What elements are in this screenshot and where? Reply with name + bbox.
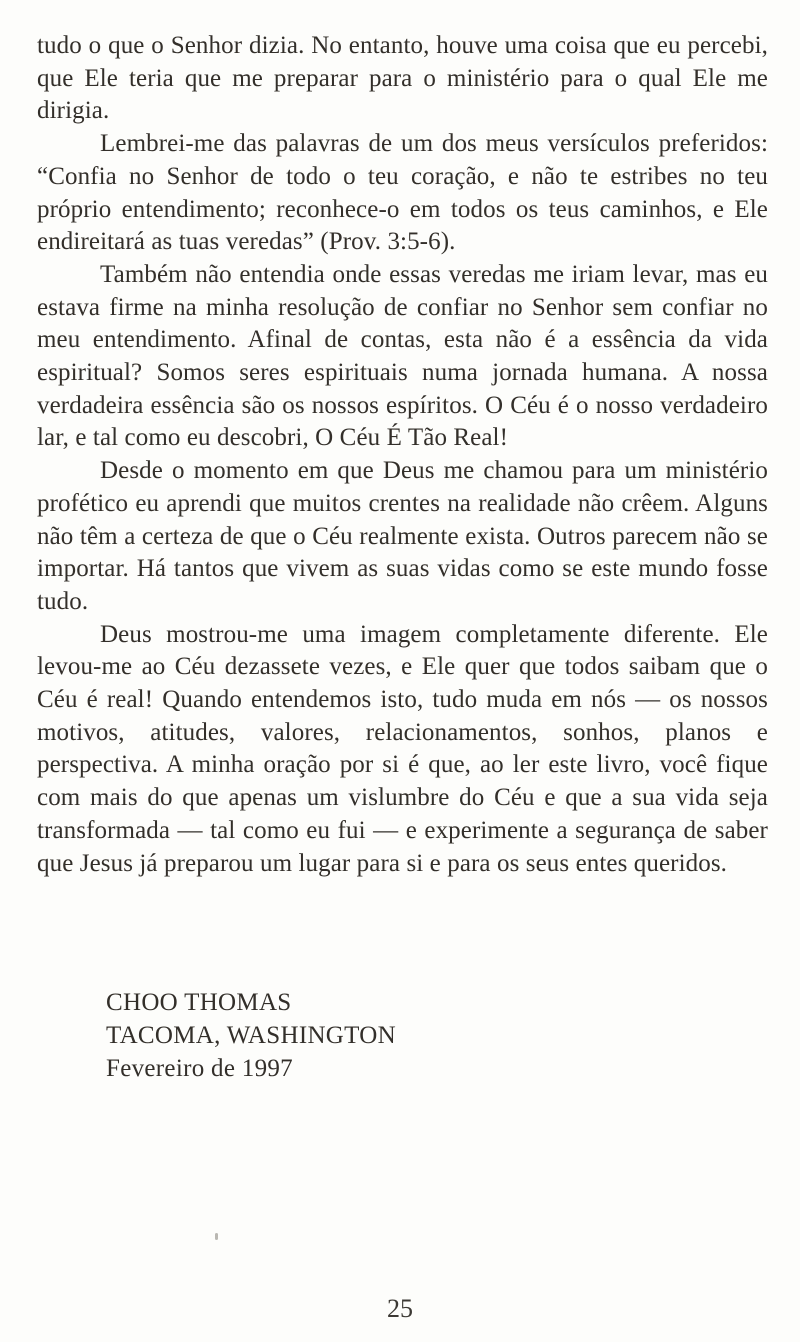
body-text-block [37, 30, 768, 880]
scan-artifact-speck [215, 1233, 218, 1240]
signature-block [106, 986, 396, 1085]
paragraph: Lembrei-me das palavras de um dos meus versículos preferidos: “Confia no Senhor de todo o teu coração, e não te estribes no teu próprio entendimento; reconhece-o em todos os teus caminhos, e Ele endireitará as tuas veredas” (Prov. 3:5-6). [37, 130, 768, 256]
paragraph-continuation: tudo o que o Senhor dizia. No entanto, houve uma coisa que eu percebi, que Ele teria que me preparar para o ministério para o qual Ele me dirigia. [37, 32, 768, 125]
signature-author: CHOO THOMAS [106, 989, 292, 1016]
page-number: 25 [387, 1294, 413, 1323]
paragraph: Também não entendia onde essas veredas me iriam levar, mas eu estava firme na minha resolução de confiar no Senhor sem confiar no meu entendimento. Afinal de contas, esta não é a essência da vida espiritual? Somos seres espirituais numa jornada humana. A nossa verdadeira essência são os nossos espíritos. O Céu é o nosso verdadeiro lar, e tal como eu descobri, O Céu É Tão Real! [37, 260, 768, 452]
paragraph: Desde o momento em que Deus me chamou para um ministério profético eu aprendi que muitos crentes na realidade não crêem. Alguns não têm a certeza de que o Céu realmente exista. Outros parecem não se importar. Há tantos que vivem as suas vidas como se este mundo fosse tudo. [37, 457, 768, 615]
paragraph: Deus mostrou-me uma imagem completamente diferente. Ele levou-me ao Céu dezassete vezes, e Ele quer que todos saibam que o Céu é real! Quando entendemos isto, tudo muda em nós — os nossos motivos, atitudes, valores, relacionamentos, sonhos, planos e perspectiva. A minha oração por si é que, ao ler este livro, você fique com mais do que apenas um vislumbre do Céu e que a sua vida seja transformada — tal como eu fui — e experimente a segurança de saber que Jesus já preparou um lugar para si e para os seus entes queridos. [37, 620, 768, 877]
signature-location: TACOMA, WASHINGTON [106, 1022, 396, 1049]
signature-date: Fevereiro de 1997 [106, 1055, 293, 1082]
